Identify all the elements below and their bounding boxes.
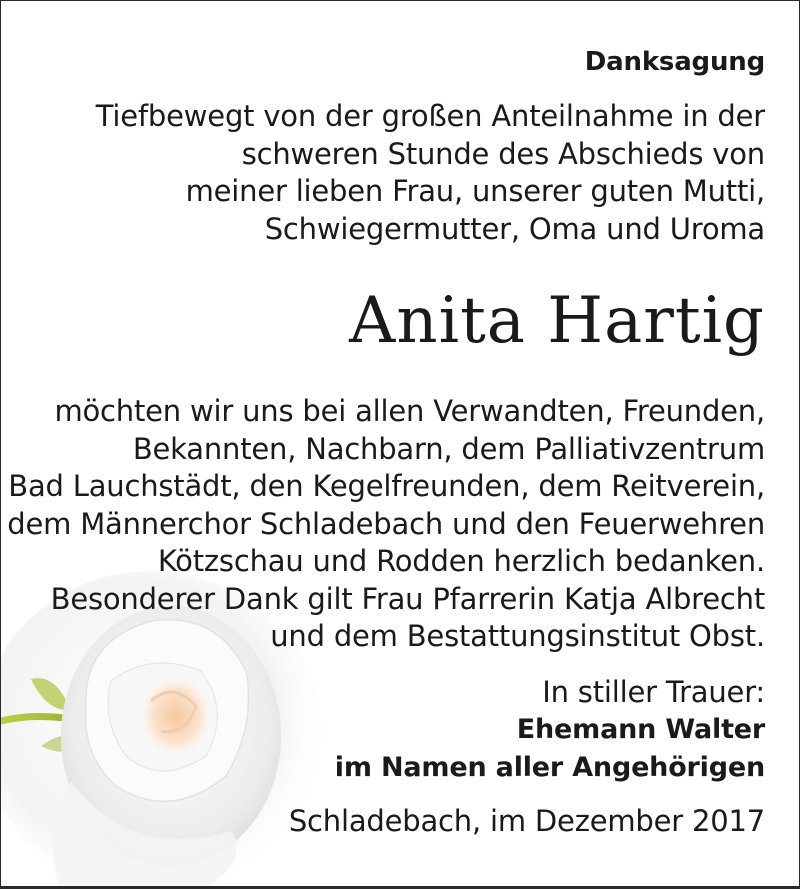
- place-date: Schladebach, im Dezember 2017: [288, 804, 765, 838]
- intro-line: schweren Stunde des Abschieds von: [241, 136, 765, 171]
- intro-line: Tiefbewegt von der großen Anteilnahme in der: [95, 99, 765, 133]
- thanks-line: dem Männerchor Schladebach und den Feuerwehren: [7, 506, 765, 541]
- signer-name: Ehemann Walter: [516, 714, 765, 745]
- intro-paragraph: [96, 98, 765, 248]
- heading: Danksagung: [584, 47, 765, 77]
- closing-phrase: In stiller Trauer:: [542, 675, 765, 709]
- thanks-line: möchten wir uns bei allen Verwandten, Freunden,: [54, 394, 765, 428]
- closing-block: [335, 673, 765, 787]
- signer-group: im Namen aller Angehörigen: [334, 752, 765, 783]
- thanks-line: Besonderer Dank gilt Frau Pfarrerin Katja Albrecht: [50, 581, 765, 616]
- thanks-line: Kötzschau und Rodden herzlich bedanken.: [157, 544, 765, 578]
- intro-line: meiner lieben Frau, unserer guten Mutti,: [185, 174, 765, 208]
- intro-line: Schwiegermutter, Oma und Uroma: [264, 211, 765, 246]
- deceased-name: Anita Hartig: [349, 284, 765, 358]
- thanks-paragraph: [7, 393, 765, 656]
- thanks-line: Bekannten, Nachbarn, dem Palliativzentrum: [132, 431, 765, 466]
- thanks-line: Bad Lauchstädt, den Kegelfreunden, dem Reitverein,: [8, 469, 765, 503]
- thanks-line: und dem Bestattungsinstitut Obst.: [270, 619, 765, 653]
